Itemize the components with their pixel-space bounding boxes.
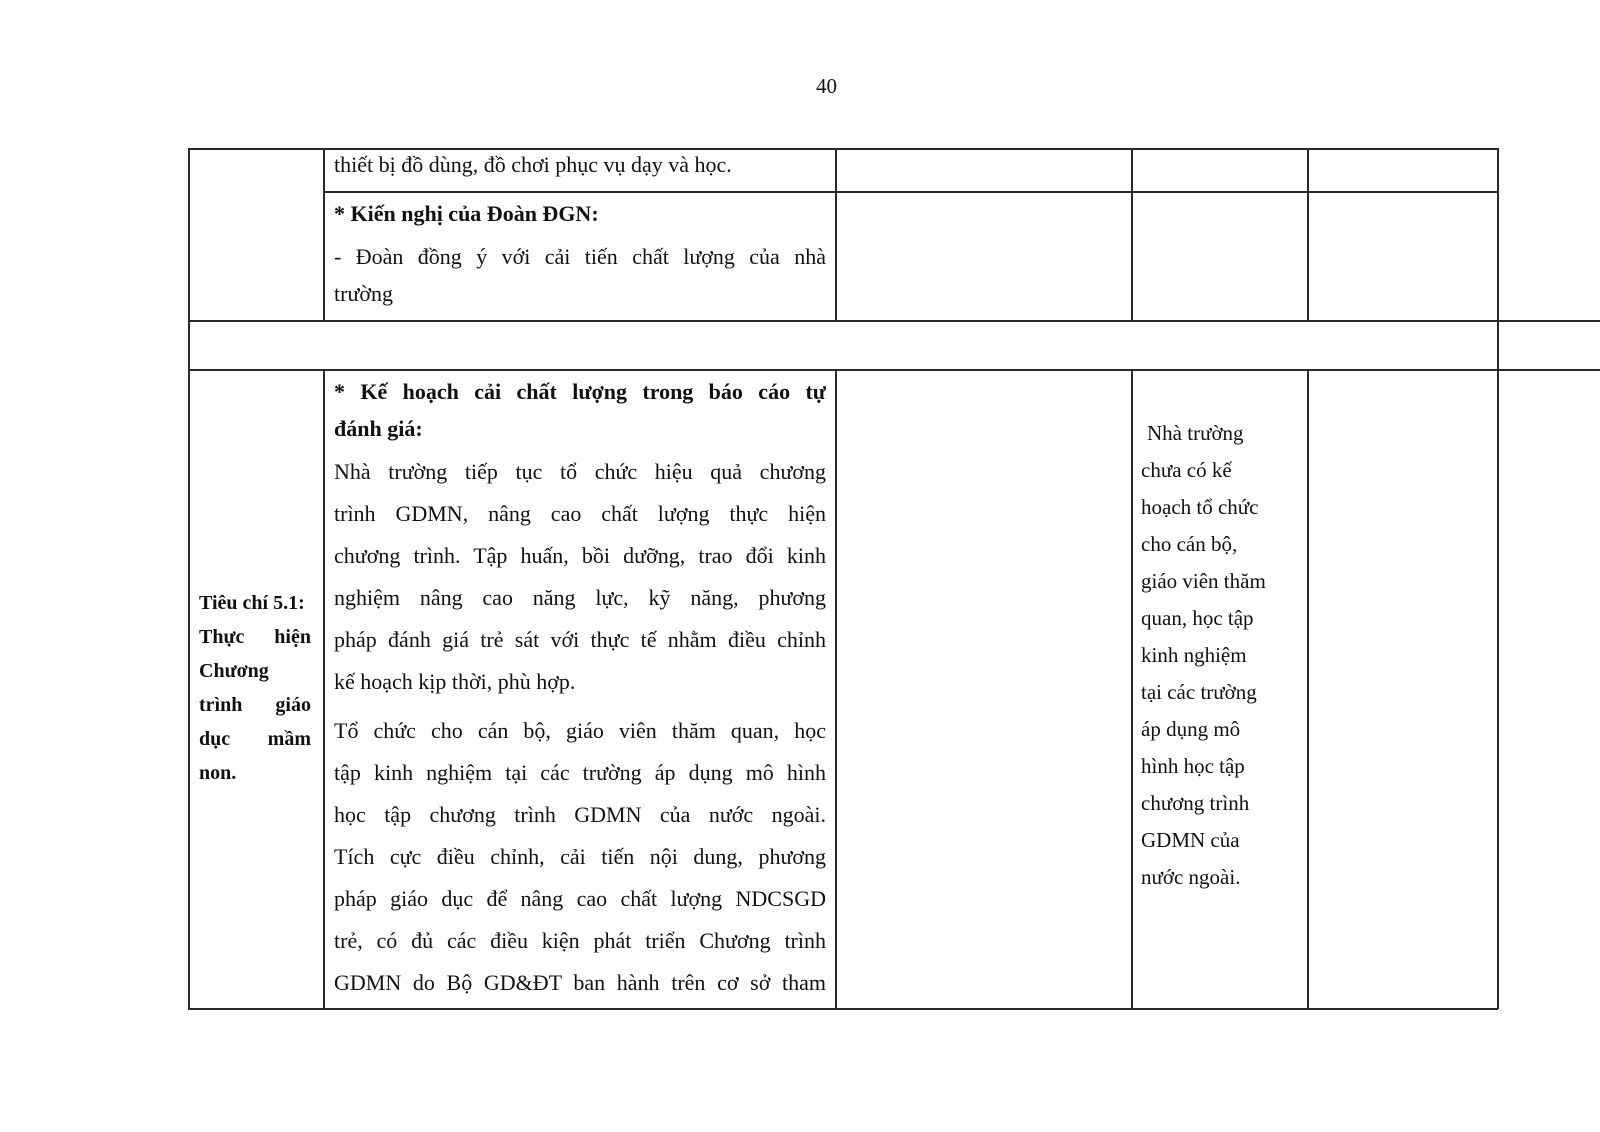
- criterion-line: Chương: [199, 660, 269, 682]
- paragraph-line: trình GDMN, nâng cao chất lượng thực hiện: [334, 501, 826, 526]
- column-divider: [1131, 369, 1133, 1009]
- criterion-label: [199, 586, 311, 790]
- recommendation-line: - Đoàn đồng ý với cải tiến chất lượng của nhà: [334, 244, 826, 269]
- paragraph-line: pháp đánh giá trẻ sát với thực tế nhằm điều chỉnh: [334, 627, 826, 652]
- paragraph-line: kế hoạch kịp thời, phù hợp.: [334, 669, 576, 694]
- column-divider: [323, 369, 325, 1009]
- note-line: quan, học tập: [1141, 606, 1254, 630]
- table-border-bottom: [188, 1008, 1498, 1010]
- row-divider: [188, 320, 1600, 322]
- table-border-right: [1497, 369, 1499, 1009]
- table-border-right: [1497, 148, 1499, 321]
- note-line: hình học tập: [1141, 754, 1245, 778]
- paragraph-line: tập kinh nghiệm tại các trường áp dụng mô hình: [334, 760, 826, 785]
- column-divider: [1497, 320, 1499, 370]
- recommendation-heading: * Kiến nghị của Đoàn ĐGN:: [334, 201, 599, 226]
- column-divider: [835, 148, 837, 321]
- criterion-line: dục mầm: [199, 728, 311, 750]
- paragraph-line: nghiệm nâng cao năng lực, kỹ năng, phương: [334, 585, 826, 610]
- paragraph-line: pháp giáo dục để nâng cao chất lượng NDCSGD: [334, 886, 826, 911]
- paragraph-line: học tập chương trình GDMN của nước ngoài.: [334, 802, 826, 827]
- note-line: kinh nghiệm: [1141, 643, 1247, 667]
- note-line: giáo viên thăm: [1141, 569, 1266, 593]
- note-line: nước ngoài.: [1141, 865, 1241, 889]
- evaluation-note: [1141, 415, 1301, 896]
- criterion-line: Thực hiện: [199, 626, 311, 648]
- criterion-line: trình giáo: [199, 694, 311, 716]
- note-line: hoạch tổ chức: [1141, 495, 1259, 519]
- paragraph-line: GDMN do Bộ GD&ĐT ban hành trên cơ sở tham: [334, 970, 826, 995]
- paragraph-line: Tích cực điều chỉnh, cải tiến nội dung, phương: [334, 844, 826, 869]
- paragraph-line: chương trình. Tập huấn, bồi dưỡng, trao đổi kinh: [334, 543, 826, 568]
- plan-heading: đánh giá:: [334, 416, 423, 441]
- column-divider: [323, 148, 325, 321]
- paragraph-line: trẻ, có đủ các điều kiện phát triển Chương trình: [334, 928, 826, 953]
- table-border-left: [188, 148, 190, 1009]
- column-divider: [835, 369, 837, 1009]
- note-line: Nhà trường: [1147, 421, 1244, 445]
- note-line: chương trình: [1141, 791, 1250, 815]
- recommendation-line: trường: [334, 281, 393, 306]
- page-number: 40: [816, 74, 837, 98]
- plan-heading: * Kế hoạch cải chất lượng trong báo cáo tự: [334, 379, 826, 404]
- paragraph-line: Tổ chức cho cán bộ, giáo viên thăm quan, học: [334, 718, 826, 743]
- criterion-line: Tiêu chí 5.1:: [199, 592, 305, 614]
- column-divider: [1131, 148, 1133, 321]
- note-line: áp dụng mô: [1141, 717, 1241, 741]
- note-line: tại các trường: [1141, 680, 1257, 704]
- note-line: chưa có kế: [1141, 458, 1232, 482]
- paragraph-line: Nhà trường tiếp tục tổ chức hiệu quả chương: [334, 459, 826, 484]
- note-line: cho cán bộ,: [1141, 532, 1238, 556]
- column-divider: [1307, 148, 1309, 321]
- criterion-line: non.: [199, 762, 237, 784]
- column-divider: [1307, 369, 1309, 1009]
- note-line: GDMN của: [1141, 828, 1240, 852]
- row1-content: thiết bị đồ dùng, đồ chơi phục vụ dạy và học.: [334, 152, 732, 177]
